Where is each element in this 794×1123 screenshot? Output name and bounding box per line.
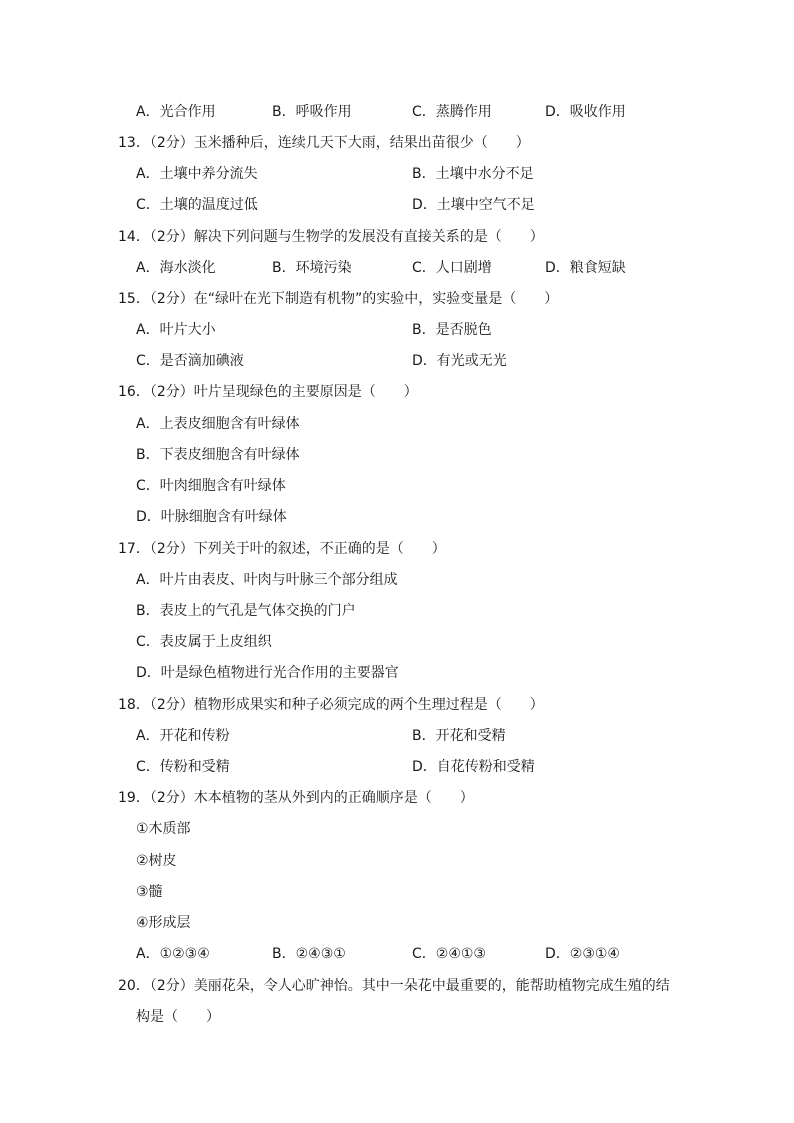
option-a[interactable]: A．上表皮细胞含有叶绿体 [136,416,300,432]
option-c[interactable]: C．是否滴加碘液 [136,353,244,369]
option-b[interactable]: B．开花和受精 [412,728,506,744]
option-b[interactable]: B．呼吸作用 [272,104,352,120]
question-13-options-row-1 [136,163,794,185]
question-12-options [136,101,794,123]
option-c[interactable]: C．表皮属于上皮组织 [136,634,272,650]
list-item: ③髓 [136,884,163,900]
option-b[interactable]: B．土壤中水分不足 [412,166,534,182]
question-19-stem: 19．（2分）木本植物的茎从外到内的正确顺序是（ ） [118,790,474,806]
list-item: ②树皮 [136,853,177,869]
question-14-stem: 14．（2分）解决下列问题与生物学的发展没有直接关系的是（ ） [118,229,544,245]
question-15-options-row-2 [136,350,794,372]
question-18-stem: 18．（2分）植物形成果实和种子必须完成的两个生理过程是（ ） [118,697,544,713]
option-d[interactable]: D．吸收作用 [545,104,626,120]
list-item: ④形成层 [136,915,191,931]
option-a[interactable]: A．海水淡化 [136,260,216,276]
question-15-options-row-1 [136,319,794,341]
option-c[interactable]: C．人口剧增 [412,260,492,276]
question-14-options [136,257,794,279]
question-13-options-row-2 [136,194,794,216]
option-a[interactable]: A．开花和传粉 [136,728,230,744]
option-d[interactable]: D．有光或无光 [412,353,507,369]
option-d[interactable]: D．②③①④ [545,946,620,962]
question-20-stem-line-2: 构是（ ） [136,1009,220,1025]
list-item: ①木质部 [136,821,191,837]
option-c[interactable]: C．叶肉细胞含有叶绿体 [136,478,286,494]
option-c[interactable]: C．蒸腾作用 [412,104,492,120]
option-d[interactable]: D．叶脉细胞含有叶绿体 [136,509,287,525]
option-c[interactable]: C．土壤的温度过低 [136,197,258,213]
option-d[interactable]: D．叶是绿色植物进行光合作用的主要器官 [136,665,399,681]
option-d[interactable]: D．粮食短缺 [545,260,626,276]
question-17-stem: 17．（2分）下列关于叶的叙述，不正确的是（ ） [118,541,446,557]
option-a[interactable]: A．叶片由表皮、叶肉与叶脉三个部分组成 [136,572,398,588]
question-18-options-row-2 [136,756,794,778]
question-20-stem-line-1: 20．（2分）美丽花朵，令人心旷神怡。其中一朵花中最重要的，能帮助植物完成生殖的结 [118,978,670,994]
question-15-stem: 15．（2分）在“绿叶在光下制造有机物”的实验中，实验变量是（ ） [118,291,559,307]
question-13-stem: 13．（2分）玉米播种后，连续几天下大雨，结果出苗很少（ ） [118,135,530,151]
option-c[interactable]: C．传粉和受精 [136,759,230,775]
option-a[interactable]: A．土壤中养分流失 [136,166,258,182]
question-16-stem: 16．（2分）叶片呈现绿色的主要原因是（ ） [118,384,418,400]
option-d[interactable]: D．自花传粉和受精 [412,759,535,775]
question-18-options-row-1 [136,725,794,747]
option-a[interactable]: A．叶片大小 [136,322,216,338]
option-a[interactable]: A．光合作用 [136,104,216,120]
option-b[interactable]: B．下表皮细胞含有叶绿体 [136,447,300,463]
question-19-options [136,943,794,965]
option-d[interactable]: D．土壤中空气不足 [412,197,535,213]
option-c[interactable]: C．②④①③ [412,946,486,962]
option-b[interactable]: B．是否脱色 [412,322,492,338]
option-b[interactable]: B．②④③① [272,946,346,962]
option-b[interactable]: B．环境污染 [272,260,352,276]
option-a[interactable]: A．①②③④ [136,946,210,962]
option-b[interactable]: B．表皮上的气孔是气体交换的门户 [136,603,356,619]
